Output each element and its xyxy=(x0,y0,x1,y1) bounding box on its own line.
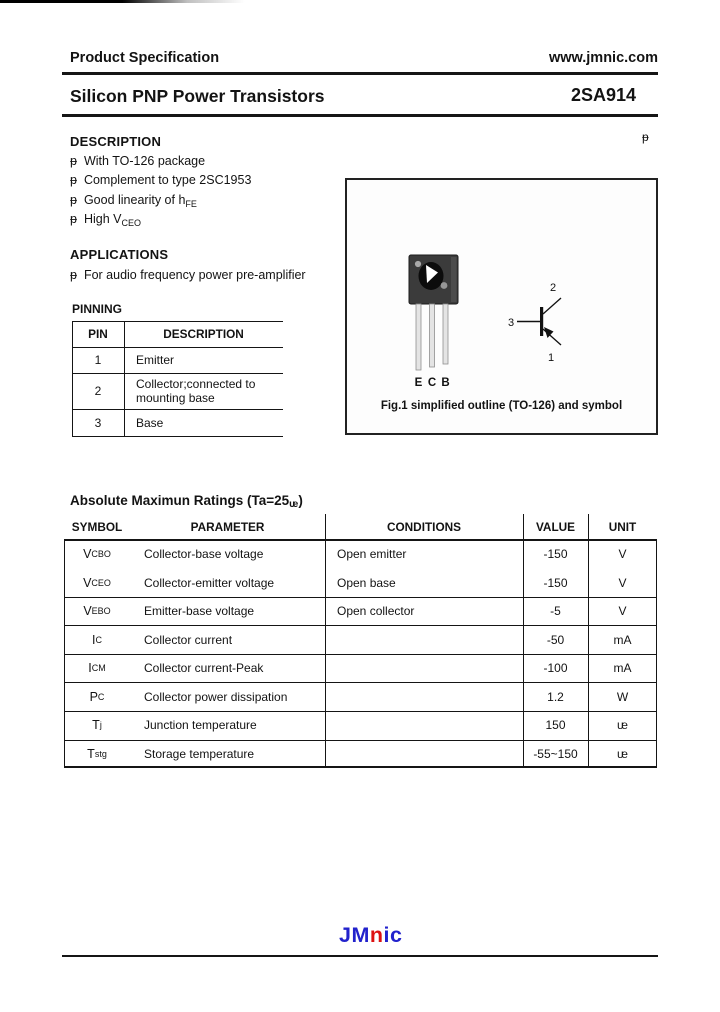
pin-number: 1 xyxy=(94,353,102,367)
pin-description: Emitter xyxy=(136,352,175,367)
package-pin-label-b: B xyxy=(441,377,450,389)
parameter-cell: Collector-emitter voltage xyxy=(144,575,275,590)
value-cell: 1.2 xyxy=(547,689,564,704)
footer-rule xyxy=(62,955,658,957)
description-heading: DESCRIPTION xyxy=(70,134,162,149)
bullet-glyph: ᵽ xyxy=(70,211,77,226)
symbol-pin-3-label: 3 xyxy=(507,317,515,329)
list-item xyxy=(70,266,306,285)
symbol-cell: T j xyxy=(92,718,102,733)
bullet-glyph: ᵽ xyxy=(70,192,77,207)
parameter-cell: Emitter-base voltage xyxy=(144,604,255,619)
table-border xyxy=(523,514,524,768)
table-border xyxy=(64,654,657,655)
bullet-glyph: ᵽ xyxy=(70,154,77,168)
table-border xyxy=(72,321,283,322)
unit-cell: V xyxy=(618,575,627,590)
list-item-text: Good linearity of h xyxy=(83,192,186,207)
package-pin-label-e: E xyxy=(414,377,423,389)
description-list xyxy=(70,152,251,229)
parameter-cell: Storage temperature xyxy=(144,746,255,761)
table-border xyxy=(72,347,283,348)
part-number: 2SA914 xyxy=(570,85,636,105)
column-header-pin: PIN xyxy=(88,327,108,341)
table-border xyxy=(72,436,283,437)
table-border xyxy=(72,373,283,374)
list-item: ᵽ High $V_{CEO}$ xyxy=(70,211,141,228)
list-item-text: Complement to type 2SC1953 xyxy=(83,173,252,188)
package-pin-label-c: C xyxy=(427,377,437,389)
symbol-base-bar xyxy=(540,307,543,336)
table-border xyxy=(72,321,73,437)
parameter-cell: Collector current-Peak xyxy=(144,661,264,676)
parameter-cell: Collector current xyxy=(144,632,233,647)
logo-part-n: n xyxy=(369,923,384,947)
value-cell: -150 xyxy=(543,547,568,562)
bullet-glyph: ᵽ xyxy=(70,173,77,188)
conditions-cell xyxy=(325,683,523,712)
symbol-pin-1-label: 1 xyxy=(547,352,555,364)
list-item-text: With TO-126 package xyxy=(83,154,206,168)
column-header-parameter: PARAMETER xyxy=(190,520,265,534)
website-url: www.jmnic.com xyxy=(548,50,658,66)
symbol-cell: V EBO xyxy=(83,604,111,619)
lead-base xyxy=(443,304,448,364)
symbol-pin-2-label: 2 xyxy=(549,282,557,294)
package-outline-drawing xyxy=(409,255,458,389)
list-item xyxy=(70,152,251,171)
conditions-cell xyxy=(325,711,523,740)
logo-part-jm: JM xyxy=(339,923,370,947)
pin-number: 3 xyxy=(94,416,102,430)
figure-drawing xyxy=(347,180,656,398)
pin-description: Base xyxy=(136,415,164,430)
list-item xyxy=(70,171,251,190)
ratings-table xyxy=(64,514,657,768)
doc-type-label: Product Specification xyxy=(70,50,220,66)
symbol-cell: T stg xyxy=(87,746,107,761)
package-dot-left xyxy=(415,261,421,267)
table-border xyxy=(64,711,657,712)
pinning-table xyxy=(72,321,283,437)
table-border xyxy=(656,540,657,768)
jmnic-logo xyxy=(339,923,402,948)
figure-box xyxy=(345,178,658,435)
table-border xyxy=(64,539,657,541)
table-border xyxy=(64,540,65,768)
package-dot-right xyxy=(441,282,448,289)
lead-collector xyxy=(430,304,435,367)
column-header-description: DESCRIPTION xyxy=(163,327,244,341)
value-cell: -50 xyxy=(546,632,565,647)
conditions-cell xyxy=(325,740,523,769)
unit-cell: V xyxy=(618,547,627,562)
unit-cell: V xyxy=(618,604,627,619)
parameter-cell: Collector-base voltage xyxy=(144,547,264,562)
column-header-conditions: CONDITIONS xyxy=(386,520,462,534)
lead-emitter xyxy=(416,304,421,370)
symbol-cell: I CM xyxy=(88,661,106,676)
logo-part-ic: ic xyxy=(383,923,403,947)
table-border xyxy=(588,514,589,768)
table-border xyxy=(64,597,657,598)
conditions-cell xyxy=(325,626,523,655)
ratings-heading: Absolute Maximun Ratings (Ta=25ᵫ) xyxy=(70,493,303,510)
pin-description: Collector;connected to mounting base xyxy=(136,376,256,405)
bullet-glyph: ᵽ xyxy=(70,268,77,282)
page-title: Silicon PNP Power Transistors xyxy=(70,86,325,106)
value-cell: -5 xyxy=(550,604,561,619)
table-border xyxy=(72,409,283,410)
applications-list xyxy=(70,266,306,285)
symbol-cell: V CEO xyxy=(83,575,111,590)
symbol-cell: V CBO xyxy=(83,547,111,562)
unit-cell: ᵫ xyxy=(617,746,628,761)
pinning-heading: PINNING xyxy=(72,302,123,316)
parameter-cell: Collector power dissipation xyxy=(144,689,288,704)
unit-cell: ᵫ xyxy=(617,718,628,733)
table-border xyxy=(325,514,326,768)
header-rule-top xyxy=(62,72,658,75)
unit-cell: mA xyxy=(613,661,632,676)
unit-cell: mA xyxy=(613,632,632,647)
table-border xyxy=(64,766,657,768)
scan-edge-artifact xyxy=(0,0,720,3)
header-rule-bottom xyxy=(62,114,658,117)
column-header-unit: UNIT xyxy=(608,520,637,534)
transistor-symbol-drawing xyxy=(508,282,561,364)
value-cell: -100 xyxy=(543,661,568,676)
list-item-text: High V xyxy=(83,211,122,226)
stray-bullet-glyph: ᵽ xyxy=(642,130,649,144)
package-edge-highlight xyxy=(451,257,457,302)
unit-cell: W xyxy=(616,689,629,704)
value-cell: -55~150 xyxy=(533,746,578,761)
pin-number: 2 xyxy=(94,384,102,398)
table-border xyxy=(124,321,125,437)
table-border xyxy=(64,625,657,626)
column-header-symbol: SYMBOL xyxy=(71,520,123,534)
symbol-collector-lead xyxy=(543,298,561,314)
symbol-cell: I C xyxy=(92,632,102,647)
conditions-cell xyxy=(325,654,523,683)
conditions-cell: Open collector xyxy=(337,604,415,619)
table-border xyxy=(64,682,657,683)
symbol-cell: P C xyxy=(89,689,105,704)
conditions-cell: Open base xyxy=(337,575,396,590)
value-cell: 150 xyxy=(545,718,566,733)
conditions-cell: Open emitter xyxy=(337,547,407,562)
figure-caption: Fig.1 simplified outline (TO-126) and symbol xyxy=(380,400,623,412)
list-item-text: For audio frequency power pre-amplifier xyxy=(83,268,306,282)
degree-glyph: ᵫ xyxy=(289,499,299,510)
value-cell: -150 xyxy=(543,575,568,590)
applications-heading: APPLICATIONS xyxy=(70,247,169,262)
table-border xyxy=(64,740,657,741)
parameter-cell: Junction temperature xyxy=(144,718,257,733)
list-item: ᵽ Good linearity of $h_{FE}$ xyxy=(70,192,197,209)
column-header-value: VALUE xyxy=(535,520,576,534)
